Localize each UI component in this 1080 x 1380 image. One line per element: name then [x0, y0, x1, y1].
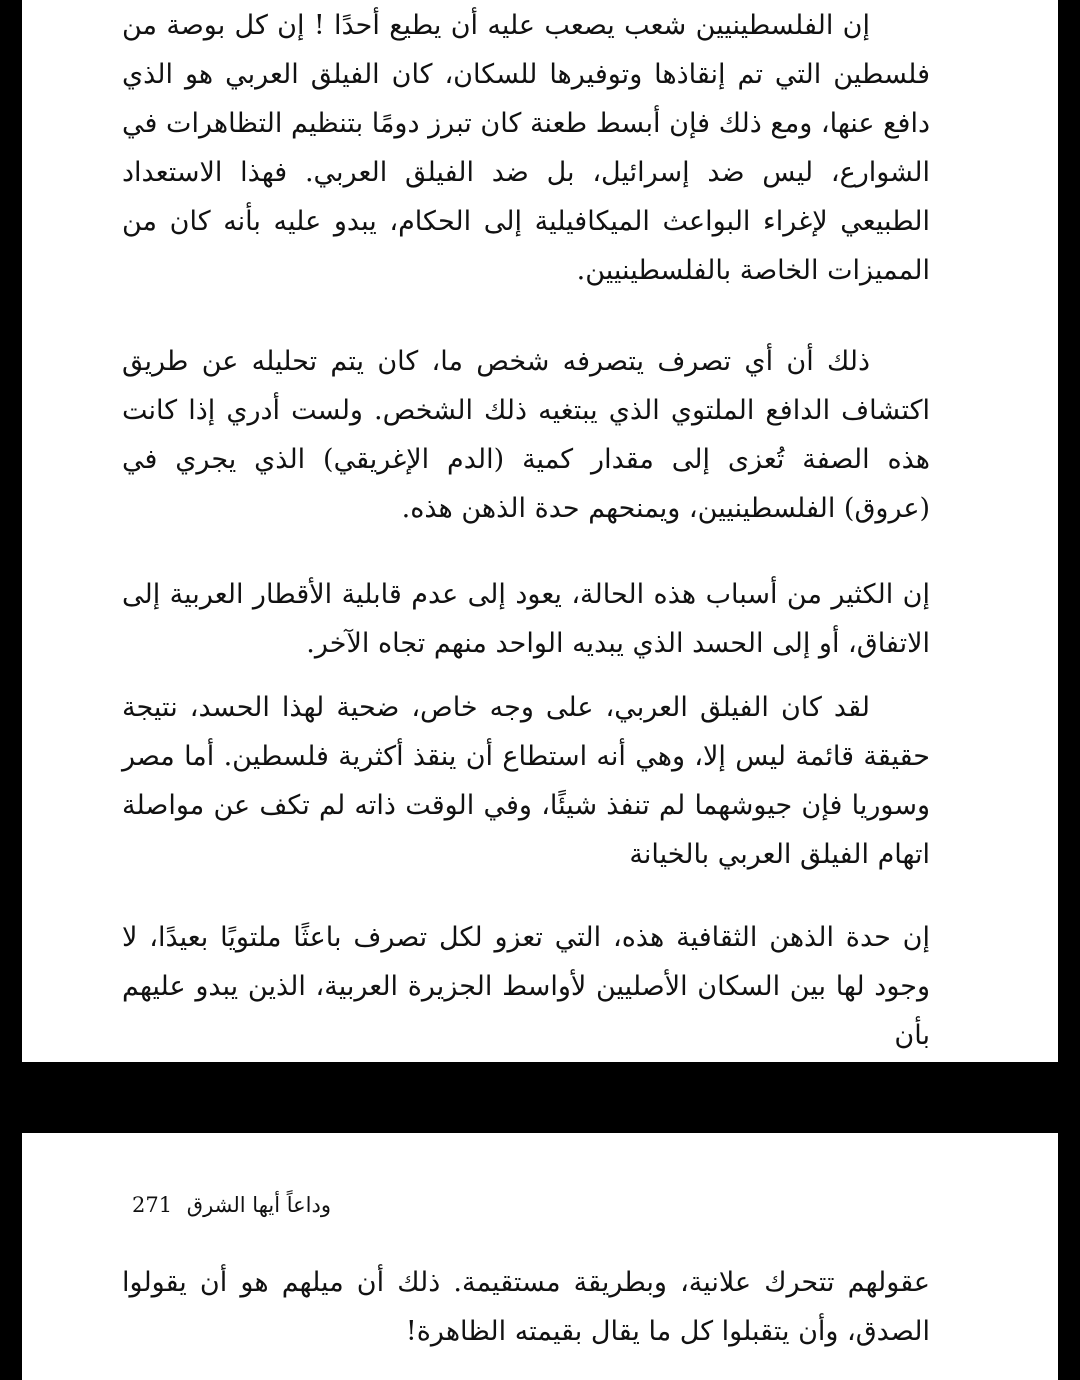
paragraph-text: إن حدة الذهن الثقافية هذه، التي تعزو لكل تصرف باعثًا ملتويًا بعيدًا، لا وجود لها بين السكان الأصليين لأواسط الجزيرة العربية، الذين يبدو عليهم بأن	[122, 922, 930, 1051]
paragraph-5	[122, 913, 930, 1060]
paragraph-text: لقد كان الفيلق العربي، على وجه خاص، ضحية لهذا الحسد، نتيجة حقيقة قائمة ليس إلا، وهي أنه استطاع أن ينقذ أكثرية فلسطين. أما مصر وسوريا فإن جيوشهما لم تنفذ شيئًا، وفي الوقت ذاته لم تكف عن مواصلة اتهام الفيلق العربي بالخيانة	[122, 692, 930, 870]
paragraph-text: إن الكثير من أسباب هذه الحالة، يعود إلى عدم قابلية الأقطار العربية إلى الاتفاق، أو إلى الحسد الذي يبديه الواحد منهم تجاه الآخر.	[122, 579, 930, 659]
page-number: 271	[132, 1193, 173, 1217]
paragraph-text: عقولهم تتحرك علانية، وبطريقة مستقيمة. ذلك أن ميلهم هو أن يقولوا الصدق، وأن يتقبلوا كل ما يقال بقيمته الظاهرة!	[122, 1267, 930, 1347]
paragraph-text: إن الفلسطينيين شعب يصعب عليه أن يطيع أحدًا ! إن كل بوصة من فلسطين التي تم إنقاذها وتوفيرها للسكان، كان الفيلق العربي هو الذي دافع عنها، ومع ذلك فإن أبسط طعنة كان تبرز دومًا بتنظيم التظاهرات في الشوارع، ليس ضد إسرائيل، بل ضد الفيلق العربي. فهذا الاستعداد الطبيعي لإغراء البواعث الميكافيلية إلى الحكام، يبدو عليه بأنه كان من المميزات الخاصة بالفلسطينيين.	[122, 10, 930, 286]
book-title: وداعاً أيها الشرق	[186, 1193, 331, 1217]
paragraph-2	[122, 337, 930, 533]
paragraph-1	[122, 1, 930, 295]
paragraph-3	[122, 570, 930, 668]
running-header	[132, 1193, 331, 1217]
book-page-bottom	[22, 1133, 1058, 1380]
paragraph-text: ذلك أن أي تصرف يتصرفه شخص ما، كان يتم تحليله عن طريق اكتشاف الدافع الملتوي الذي يبتغيه ذلك الشخص. ولست أدري إذا كانت هذه الصفة تُعزى إلى مقدار كمية (الدم الإغريقي) الذي يجري في (عروق) الفلسطينيين، ويمنحهم حدة الذهن هذه.	[122, 346, 930, 524]
book-page-top	[22, 0, 1058, 1062]
paragraph-4	[122, 683, 930, 879]
paragraph-6	[122, 1258, 930, 1356]
